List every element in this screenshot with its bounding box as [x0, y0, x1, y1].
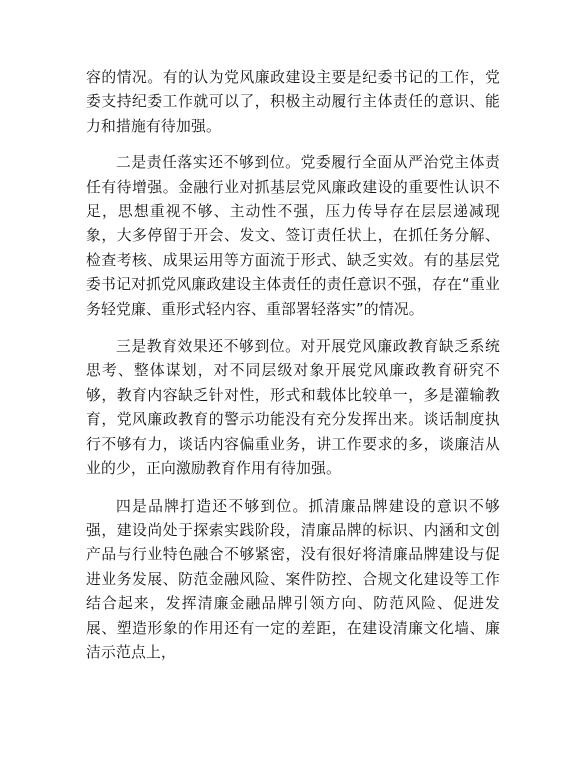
- paragraph-4: 四是品牌打造还不够到位。抓清廉品牌建设的意识不够强，建设尚处于探索实践阶段，清廉品牌的标识、内涵和文创产品与行业特色融合不够紧密，没有很好将清廉品牌建设与促进业务发展、防范金融风险、案件防控、合规文化建设等工作结合起来，发挥清廉金融品牌引领方向、防范风险、促进发展、塑造形象的作用还有一定的差距，在建设清廉文化墙、廉洁示范点上，: [86, 497, 500, 661]
- paragraph-1: 容的情况。有的认为党风廉政建设主要是纪委书记的工作，党委支持纪委工作就可以了，积极主动履行主体责任的意识、能力和措施有待加强。: [86, 69, 500, 135]
- paragraph-2: 二是责任落实还不够到位。党委履行全面从严治党主体责任有待增强。金融行业对抓基层党风廉政建设的重要性认识不足，思想重视不够、主动性不强，压力传导存在层层递减现象，大多停留于开会、发文、签订责任状上，在抓任务分解、检查考核、成果运用等方面流于形式、缺乏实效。有的基层党委书记对抓党风廉政建设主体责任的责任意识不强，存在“重业务轻党廉、重形式轻内容、重部署轻落实”的情况。: [86, 154, 500, 318]
- document-body: [86, 66, 500, 678]
- paragraph-3: 三是教育效果还不够到位。对开展党风廉政教育缺乏系统思考、整体谋划，对不同层级对象开展党风廉政教育研究不够，教育内容缺乏针对性，形式和载体比较单一，多是灌输教育，党风廉政教育的警示功能没有充分发挥出来。谈话制度执行不够有力，谈话内容偏重业务，讲工作要求的多，谈廉洁从业的少，正向激励教育作用有待加强。: [86, 338, 500, 478]
